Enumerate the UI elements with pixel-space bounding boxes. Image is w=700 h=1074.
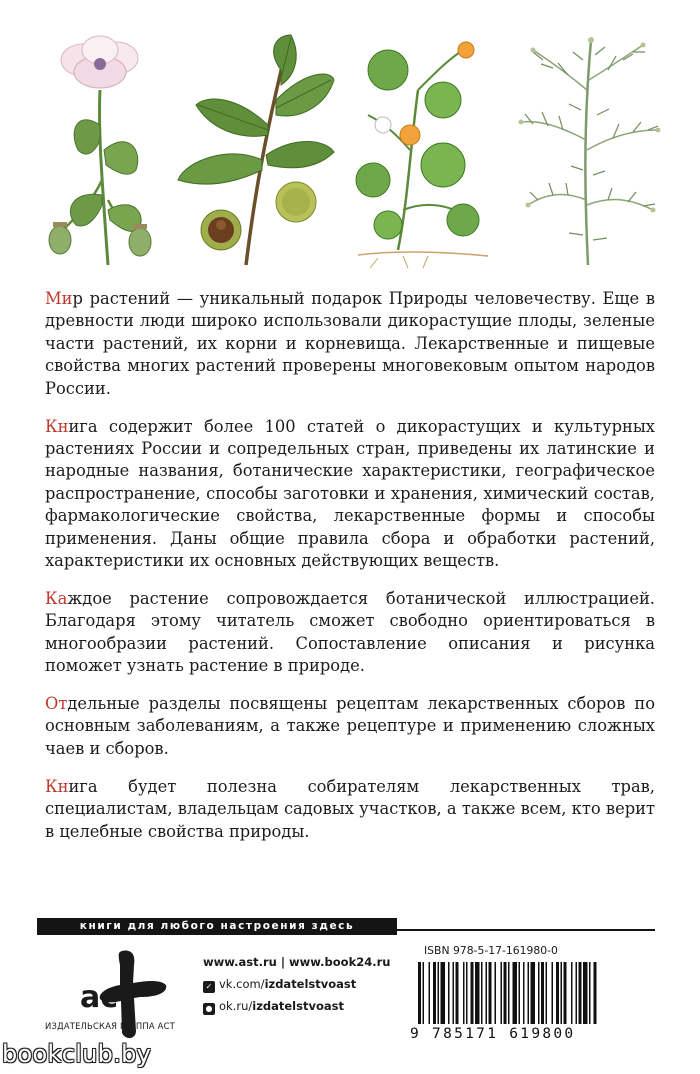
paragraph-2 xyxy=(45,416,655,573)
paragraph-text: ига содержит более 100 статей о дикорастущих и культурных растениях России и сопредельных стран, приведены их латинские и народные названия, ботанические характеристики, географическое распространение, способы заготовки и хранения, химический состав, фармакологические свойства, лекарственные формы и способы применения. Даны общие правила сбора и обработки растений, характеристики их основных действующих веществ. xyxy=(45,416,655,570)
ast-logo-icon xyxy=(60,943,175,1055)
paragraph-3 xyxy=(45,588,655,678)
vk-handle: izdatelstvoast xyxy=(264,977,357,991)
vk-prefix: vk.com/ xyxy=(219,977,265,991)
ok-prefix: ok.ru/ xyxy=(219,999,253,1013)
site-watermark: bookclub.by xyxy=(2,1040,152,1068)
paragraph-initial: Кн xyxy=(45,776,69,796)
poppy-illustration xyxy=(38,30,153,270)
annotation-text xyxy=(45,288,655,858)
ok-handle: izdatelstvoast xyxy=(252,999,344,1013)
paragraph-initial: Ми xyxy=(45,289,73,308)
botanical-illustrations xyxy=(28,30,668,275)
paragraph-1 xyxy=(45,288,655,400)
isbn: ISBN 978-5-17-161980-0 xyxy=(424,944,558,957)
paragraph-initial: Кн xyxy=(45,416,69,436)
paragraph-5 xyxy=(45,776,655,843)
paragraph-text: ждое растение сопровождается ботанической иллюстрацией. Благодаря этому читатель сможет свободно ориентироваться в многообразии растений. Сопоставление описания и рисунка поможет узнать растение в природе. xyxy=(45,588,655,676)
wormwood-illustration xyxy=(513,30,663,270)
website-links[interactable]: www.ast.ru | www.book24.ru xyxy=(203,955,391,969)
paragraph-4 xyxy=(45,693,655,760)
paragraph-initial: Ка xyxy=(45,588,68,608)
publisher-name: ИЗДАТЕЛЬСКАЯ ГРУППА АСТ xyxy=(45,1021,175,1031)
ok-link[interactable] xyxy=(203,997,390,1019)
logo-text: аст xyxy=(80,980,136,1015)
barcode-number: 9 785171 619800 xyxy=(410,1026,576,1042)
paragraph-text: дельные разделы посвящены рецептам лекарственных сборов по основным заболеваниям, а также рецептуре и применению сложных чаев и сборов. xyxy=(45,694,655,758)
barcode-icon xyxy=(414,962,662,1028)
paragraph-text: р растений — уникальный подарок Природы человечеству. Еще в древности люди широко использовали дикорастущие плоды, зеленые части растений, их корни и корневища. Лекарственные и пищевые свойства многих растений проверены многовековым опытом народов России. xyxy=(45,289,655,398)
paragraph-text: ига будет полезна собирателям лекарственных трав, специалистам, владельцам садовых участков, а также всем, кто верит в целебные свойства природы. xyxy=(45,776,655,841)
vk-link[interactable] xyxy=(203,975,390,997)
banner-divider xyxy=(397,929,655,931)
buttercup-illustration xyxy=(348,30,498,270)
vk-icon: ✓ xyxy=(203,981,215,993)
publisher-links xyxy=(203,953,390,1019)
ok-icon: ● xyxy=(203,1003,215,1015)
slogan-banner: книги для любого настроения здесь xyxy=(37,918,397,935)
chestnut-illustration xyxy=(176,30,336,270)
paragraph-initial: От xyxy=(45,694,68,713)
